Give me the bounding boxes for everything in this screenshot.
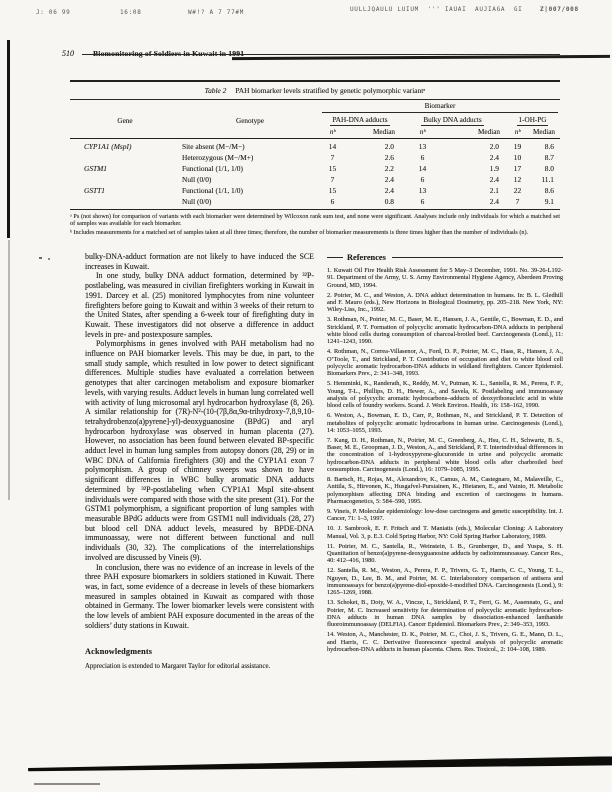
reference-item: 14. Weston, A., Manchester, D. K., Poirier, M. C., Choi, J. S., Trivers, G. E., Mann, D. L., and Harris, C. C. Derivative fluorescence spectral analysis of polycyclic aromatic hydrocarbon-DNA adducts in human placenta. Chem. Res. Toxicol., 2: 104–108, 1989.: [327, 631, 563, 653]
reference-item: 9. Vineis, P. Molecular epidemiology: low-dose carcinogens and genetic susceptibility. Int. J. Cancer, 71: 1–3, 1997.: [327, 508, 563, 523]
scan-artifact-speck: [39, 257, 42, 259]
median-value-cell: 2.2: [384, 164, 394, 173]
subcol-median-header: Median: [533, 128, 555, 136]
median-value-cell: 8.0: [544, 164, 554, 173]
median-value-cell: 2.4: [489, 175, 499, 184]
table-row: [70, 152, 560, 163]
reference-item: 3. Rothman, N., Poirier, M. C., Baser, M. E., Hansen, J. A., Gentile, C., Bowman, E. D., and Strickland, P. T. Formation of polycyclic aromatic hydrocarbon-DNA adducts in peripheral white blood cells during consumption of charcoal-broiled beef. Carcinogenesis (Lond.), 11: 1241–1243, 1990.: [327, 316, 563, 346]
n-value-cell: 7: [515, 197, 520, 206]
scan-artifact-speck: [48, 258, 50, 260]
reference-item: 11. Poirier, M. C., Santella, R., Weinstein, I. B., Grunberger, D., and Yuspa, S. H. Quantitation of benzo(a)pyrene-deoxyguanosine adducts by radioimmunoassay. Cancer Res., 40: 412–416, 1980.: [327, 542, 563, 565]
genotype-column-header: Genotype: [236, 116, 264, 125]
n-value-cell: 7: [330, 175, 335, 184]
median-value-cell: 8.7: [544, 153, 554, 162]
median-value-cell: 9.1: [544, 197, 554, 206]
table-rows: [70, 141, 560, 207]
gene-cell: GSTT1: [84, 186, 105, 195]
median-value-cell: 2.6: [384, 153, 394, 162]
right-column: [327, 252, 563, 672]
scan-artifact-bottom-line: [28, 756, 612, 772]
median-value-cell: 2.0: [489, 142, 499, 151]
reference-item: 13. Schoket, B., Doty, W. A., Vincze, I., Strickland, P. T., Ferri, G. M., Assennato, G., and Poirier, M. C. Increased sensitivity for determination of polycyclic aromatic hydrocarbon-DNA adducts in human DNA samples by dissociation-enhanced lanthanide fluoroimmunoassay (DELFIA). Cancer Epidemiol. Biomarkers Prev., 2: 349–353, 1993.: [327, 599, 563, 629]
median-value-cell: 11.1: [541, 175, 554, 184]
n-value-cell: 6: [420, 175, 425, 184]
n-value-cell: 6: [420, 197, 425, 206]
references-heading: References: [347, 253, 386, 262]
n-value-cell: 6: [420, 153, 425, 162]
gene-cell: [70, 174, 180, 185]
median-value-cell: 2.4: [384, 175, 394, 184]
subcol-n-header: nᵇ: [419, 128, 426, 136]
table-header: [70, 100, 560, 140]
body-columns: [85, 252, 563, 672]
n-value-cell: 22: [513, 186, 522, 195]
subcol-median-header: Median: [373, 128, 395, 136]
median-value-cell: 2.1: [489, 186, 499, 195]
header-rule-heavy: [232, 55, 610, 60]
paragraph: In conclusion, there was no evidence of an increase in levels of the three PAH exposure biomarkers in soldiers stationed in Kuwait. There was, in fact, some evidence of a decrease in levels of these biomarkers measured in samples obtained in Kuwait as compared with those obtained in Germany. The lower biomarker levels were consistent with the low levels of ambient PAH exposure documented in the areas of the soldiers’ duty stations in Kuwait.: [85, 562, 314, 630]
median-value-cell: 2.0: [384, 142, 394, 151]
colgroup-bulky-dna-adducts: Bulky DNA adducts: [400, 114, 505, 127]
table-caption: [70, 82, 560, 100]
genotype-cell: Functional (1/1, 1/0): [182, 164, 243, 173]
genotype-cell: Functional (1/1, 1/0): [182, 186, 243, 195]
n-value-cell: 13: [418, 142, 427, 151]
paragraph: Polymorphisms in genes involved with PAH metabolism had no influence on PAH biomarker levels. This may be due, in part, to the small study sample, which resulted in low power to detect significant differences. Multiple studies have evaluated a correlation between genotypes that alter carcinogen metabolism and exposure biomarker levels, with varying results. Adduct levels in human lung correlated well with activity of lung microsomal aryl hydrocarbon hydroxylase (8, 26). A similar relationship for (7R)-N²-(10-(7β,8α,9α-trihydroxy-7,8,9,10-tetrahydrobenzo(a)pyrene]-yl)-deoxyguanosine (BPdG) and aryl hydrocarbon hydroxylase was observed in human placenta (27). However, no association has been found between elevated BP-specific adduct level in human lung samples from autopsy donors (28, 29) or in WBC DNA of California firefighters (30) and the CYP1A1 exon 7 polymorphism. A group of chimney sweeps was shown to have significant differences in WBC bulky aromatic DNA adducts determined by ³²P-postlabeling when CYP1A1 MspI site-absent individuals were compared with those with the site present (31). For the GSTM1 polymorphism, a significant proportion of lung samples with measurable BPdG adducts were from GSTM1 null individuals (28, 27) but blood cell DNA adduct levels, measured by BPDE-DNA immunoassay, were not different between functional and null individuals (30, 32). The complications of the interrelationships involved are discussed by Vineis (9).: [85, 339, 314, 562]
references-rule-right: [392, 257, 563, 258]
paragraph: In one study, bulky DNA adduct formation, determined by ³²P-postlabeling, was measured in civilian firefighters working in Kuwait in 1991. Darcey et al. (25) monitored lymphocytes from nine volunteer firefighters before going to Kuwait and within 3 weeks of their return to the United States, after spending a 6-week tour of firefighting duty in Kuwait. These investigators did not observe a difference in adduct levels in pre- and postexposure samples.: [85, 271, 314, 339]
references-list: [327, 267, 563, 653]
running-header: [62, 43, 244, 61]
median-value-cell: 0.8: [384, 197, 394, 206]
reference-item: 12. Santella, R. M., Weston, A., Perera, F. P., Trivers, G. T., Harris, C. C., Young, T. L., Nguyen, D., Lee, B. M., and Poirier, M. C. Interlaboratory comparison of antisera and immunoassays for benzo(a)pyrene-diol-epoxide-I-modified DNA. Carcinogenesis (Lond.), 9: 1265–1269, 1988.: [327, 567, 563, 597]
genotype-cell: Site absent (M−/M−): [182, 142, 245, 151]
table-bottom-rule: [70, 209, 560, 210]
n-value-cell: 15: [328, 164, 337, 173]
n-value-cell: 14: [418, 164, 427, 173]
n-value-cell: 13: [418, 186, 427, 195]
reference-item: 7. Kang, D. H., Rothman, N., Poirier, M. C., Greenberg, A., Hsu, C. H., Schwartz, B. S., Baser, M. E., Groopman, J. D., Weston, A., and Strickland, P. T. Interindividual differences in the concentration of 1-hydroxypyrene-glucuronide in urine and polycyclic aromatic hydrocarbon-DNA adducts in peripheral white blood cells after charbroiled beef consumption. Carcinogenesis (Lond.), 16: 1079–1085, 1995.: [327, 436, 563, 474]
reference-item: 10. J. Sambrook, E. F. Fritsch and T. Maniatis (eds.), Molecular Cloning: A Laboratory Manual, Vol. 3, p. E.3. Cold Spring Harbor, NY: Cold Spring Harbor Laboratory, 1989.: [327, 525, 563, 540]
table-row: [70, 163, 560, 174]
median-value-cell: 1.9: [489, 164, 499, 173]
table-caption-label: Table 2: [204, 86, 227, 95]
left-column-paragraphs: [85, 252, 314, 630]
reference-item: 5. Hemminki, K., Randerath, K., Reddy, M. V., Putman, K. L., Santella, R. M., Perera, F. P., Young, T-L., Phillips, D. H., Hewer, A., and Savela, K. Postlabeling and immunoassay analysis of polycyclic aromatic hydrocarbons–adducts of deoxyribonucleic acid in white blood cells of foundry workers. Scand. J. Work Environ. Health, 16: 158–162, 1990.: [327, 380, 563, 410]
footnote-a: ᵃ Ps (not shown) for comparison of variants with each biomarker were determined by Wilcoxon rank sum test, and none were significant. Analyses include only individuals for which a matched set of samples was available for each biomarker.: [70, 213, 560, 228]
gene-cell: [70, 152, 180, 163]
n-value-cell: 17: [513, 164, 522, 173]
median-value-cell: 8.6: [544, 186, 554, 195]
genotype-cell: Null (0/0): [182, 175, 212, 184]
table-row: [70, 196, 560, 207]
colgroup-1-oh-pg: 1-OH-PG: [505, 114, 560, 127]
fax-fragment: J: 06 99: [36, 9, 71, 16]
median-value-cell: 2.4: [489, 197, 499, 206]
table-row: [70, 174, 560, 185]
table-row: [70, 141, 560, 152]
fax-fragment: UULLJQAULU LUIUM ''' IAUAI AUJIAGA GI: [350, 6, 523, 13]
colgroup-pah-dna-adducts: PAH-DNA adducts: [320, 114, 400, 127]
gene-column-header: Gene: [117, 116, 133, 125]
footnote-b: ᵇ Includes measurements for a matched set of samples taken at all three times; therefore, the number of biomarker measurements is three times higher than the number of individuals (n).: [70, 228, 529, 236]
reference-item: 6. Weston, A., Bowman, E. D., Carr, P., Rothman, N., and Strickland, P. T. Detection of metabolites of polycyclic aromatic hydrocarbons in human urine. Carcinogenesis (Lond.), 14: 1053–1055, 1993.: [327, 412, 563, 434]
reference-item: 8. Bartsch, H., Rojas, M., Alexandrov, K., Camus, A. M., Castegnaro, M., Malaveille, C., Anttila, S., Hirvonen, K., Husgafvel-Pursiainen, K., Hietanen, E., and Vainio, H. Metabolic polymorphism affecting DNA binding and excretion of carcinogens in humans. Pharmacogenetics, 5: 584–590, 1995.: [327, 476, 563, 506]
fax-fragment: Z|007/008: [540, 6, 579, 13]
genotype-cell: Null (0/0): [182, 197, 212, 206]
n-value-cell: 10: [513, 153, 522, 162]
acknowledgments-text: Appreciation is extended to Margaret Taylor for editorial assistance.: [85, 663, 271, 671]
scan-artifact-bottom-dash: [34, 783, 100, 785]
n-value-cell: 15: [328, 186, 337, 195]
reference-item: 4. Rothman, N., Correa-Villasenor, A., Ford, D. P., Poirier, M. C., Haas, R., Hansen, J. A., O’Toole, T., and Strickland, P. T. Contribution of occupation and diet to white blood cell polycyclic aromatic hydrocarbon-DNA adducts in wildland firefighters. Cancer Epidemiol. Biomarkers Prev., 2: 341–348, 1993.: [327, 348, 563, 378]
reference-item: 2. Poirier, M. C., and Weston, A. DNA adduct determination in humans. In: B. L. Gledhill and F. Mauro (eds.), New Horizons in Biological Dosimetry, pp. 205–218. New York, NY: Wiley-Liss, Inc., 1992.: [327, 291, 563, 314]
page-number: 510: [62, 49, 74, 58]
references-rule-left: [327, 257, 343, 258]
n-value-cell: 6: [330, 197, 335, 206]
paragraph: bulky-DNA-adduct formation are not likely to have induced the SCE increases in Kuwait.: [85, 252, 314, 271]
subcol-n-header: nᵇ: [514, 128, 521, 136]
scan-artifact-left-bar: [7, 40, 10, 238]
table-footnotes: [70, 213, 560, 236]
table-2: [70, 80, 560, 237]
n-value-cell: 19: [513, 142, 522, 151]
references-heading-row: [327, 253, 563, 262]
n-value-cell: 12: [513, 175, 522, 184]
subcol-n-header: nᵇ: [329, 128, 336, 136]
table-row: [70, 185, 560, 196]
subcol-median-header: Median: [478, 128, 500, 136]
left-column: [85, 252, 314, 672]
fax-fragment: 16:08: [120, 9, 142, 16]
gene-cell: GSTM1: [84, 164, 107, 173]
median-value-cell: 2.4: [384, 186, 394, 195]
table-caption-text: PAH biomarker levels stratified by genetic polymorphic variantᵃ: [235, 86, 426, 95]
scan-artifact-left-bar-faint: [8, 240, 10, 500]
median-value-cell: 2.4: [489, 153, 499, 162]
median-value-cell: 8.6: [544, 142, 554, 151]
n-value-cell: 7: [330, 153, 335, 162]
gene-cell: [70, 196, 180, 207]
biomarker-colgroup-header: Biomarker: [320, 100, 560, 114]
acknowledgments-heading: Acknowledgments: [85, 647, 153, 657]
n-value-cell: 14: [328, 142, 337, 151]
fax-fragment: W#!? A 7 77#M: [188, 9, 245, 16]
reference-item: 1. Kuwait Oil Fire Health Risk Assessment for 5 May–3 December, 1991. No. 39-26-L192-91. Department of the Army, U. S. Army Environmental Hygiene Agency, Aberdeen Proving Ground, MD, 1994.: [327, 267, 563, 289]
gene-cell: CYP1A1 (MspI): [84, 142, 132, 151]
genotype-cell: Heterozygous (M−/M+): [182, 153, 254, 162]
